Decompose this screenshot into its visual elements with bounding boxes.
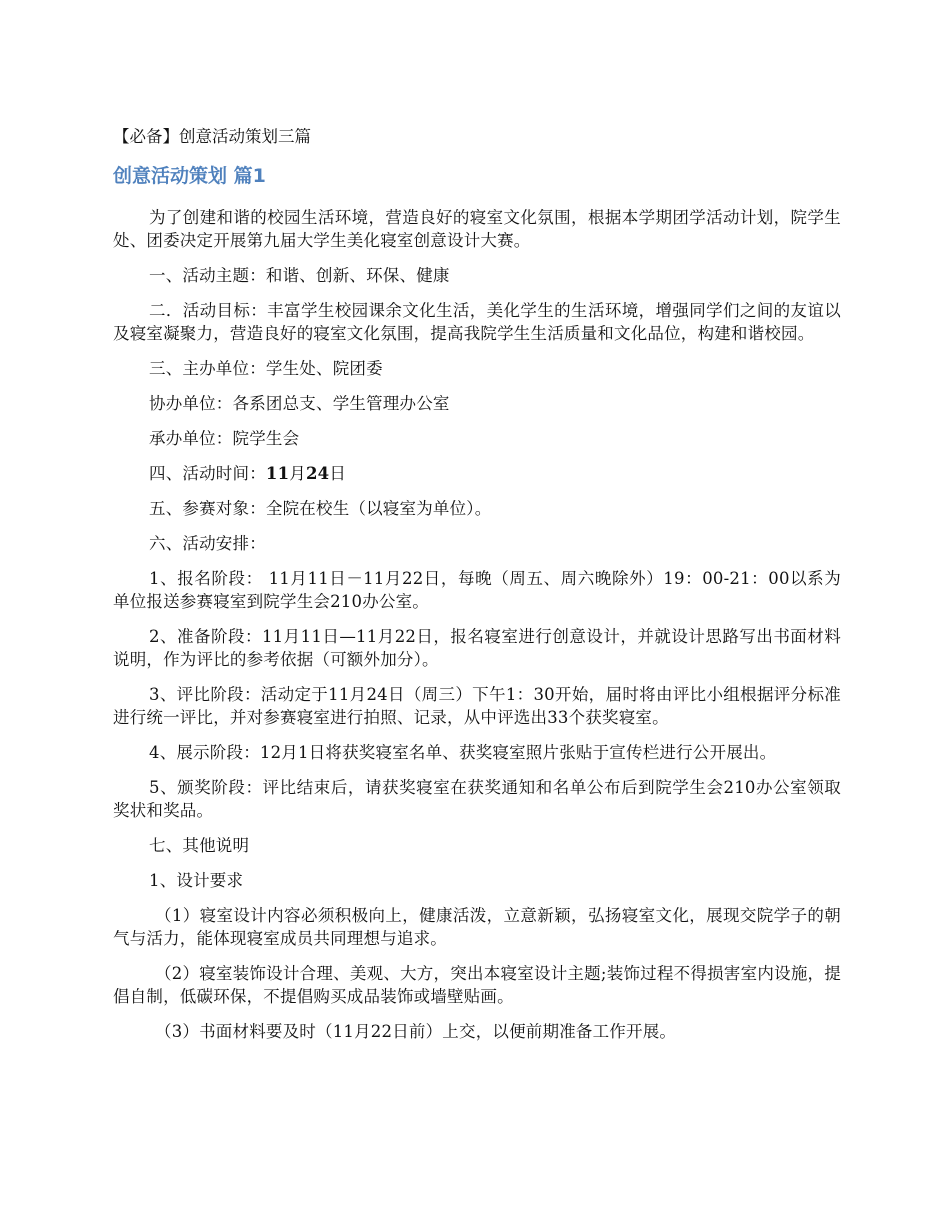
paragraph-other-heading: 七、其他说明 [149,836,250,855]
paragraph-requirement-3: （3）书面材料要及时（11月22日前）上交，以便前期准备工作开展。 [155,1022,677,1041]
paragraph-awards: 5、颁奖阶段：评比结束后，请获奖寝室在获奖通知和名单公布后到院学生会210办公室领取奖状和奖品。 [113,778,841,820]
paragraph-design-requirements: 1、设计要求 [149,871,244,890]
paragraph-exhibition: 4、展示阶段：12月1日将获奖寝室名单、获奖寝室照片张贴于宣传栏进行公开展出。 [149,743,777,762]
paragraph-theme: 一、活动主题：和谐、创新、环保、健康 [149,266,450,285]
paragraph-preparation: 2、准备阶段：11月11日—11月22日，报名寝室进行创意设计，并就设计思路写出书面材料说明，作为评比的参考依据（可额外加分）。 [113,627,841,669]
document-body [113,206,841,1055]
paragraph-time [113,462,841,485]
paragraph-co-host: 协办单位：各系团总支、学生管理办公室 [149,394,450,413]
section-heading: 创意活动策划 篇1 [113,165,266,187]
time-month-unit: 月 [289,464,306,483]
paragraph-schedule-heading: 六、活动安排： [149,534,266,553]
paragraph-requirement-1: （1）寝室设计内容必须积极向上，健康活泼，立意新颖，弘扬寝室文化，展现交院学子的朝气与活力，能体现寝室成员共同理想与追求。 [113,906,841,948]
paragraph-registration: 1、报名阶段： 11月11日－11月22日，每晚（周五、周六晚除外）19：00-21：00以系为单位报送参赛寝室到院学生会210办公室。 [113,569,841,611]
paragraph-participants: 五、参赛对象：全院在校生（以寝室为单位）。 [149,499,492,518]
time-label: 四、活动时间： [149,464,266,483]
paragraph-goal: 二．活动目标：丰富学生校园课余文化生活，美化学生的生活环境，增强同学们之间的友谊以及寝室凝聚力，营造良好的寝室文化氛围，提高我院学生生活质量和文化品位，构建和谐校园。 [113,301,841,343]
paragraph-organizer: 承办单位：院学生会 [149,429,300,448]
paragraph-requirement-2: （2）寝室装饰设计合理、美观、大方，突出本寝室设计主题;装饰过程不得损害室内设施，提倡自制，低碳环保，不提倡购买成品装饰或墙壁贴画。 [113,964,841,1006]
document-title: 【必备】创意活动策划三篇 [113,127,311,146]
time-day: 24 [305,464,330,483]
paragraph-judging: 3、评比阶段：活动定于11月24日（周三）下午1：30开始，届时将由评比小组根据评分标准进行统一评比，并对参赛寝室进行拍照、记录，从中评选出33个获奖寝室。 [113,685,841,727]
paragraph-host: 三、主办单位：学生处、院团委 [149,359,383,378]
time-day-unit: 日 [329,464,347,483]
paragraph-intro: 为了创建和谐的校园生活环境，营造良好的寝室文化氛围，根据本学期团学活动计划，院学生处、团委决定开展第九届大学生美化寝室创意设计大赛。 [113,208,841,250]
time-month: 11 [265,464,290,483]
